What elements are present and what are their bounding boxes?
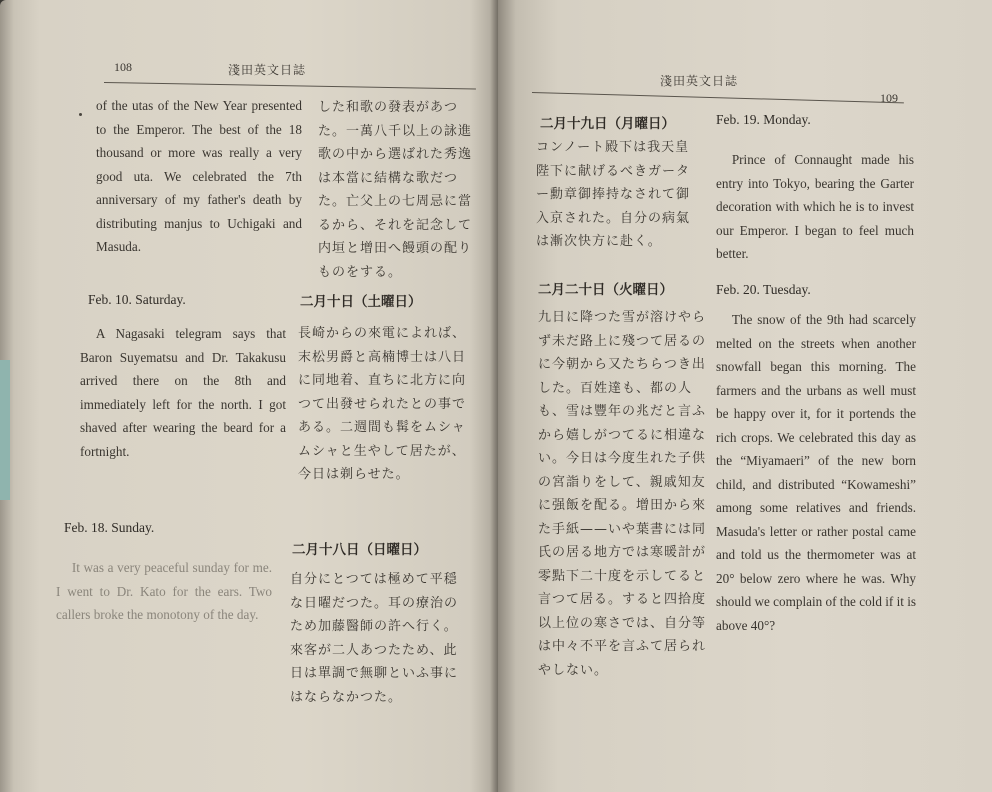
entry-text-en: The snow of the 9th had scarcely melted on the streets when another snowfall began this morning. The farmers and the urbans as well must be happy over it, for it portends the rich crops. We celebrated this day as the “Miyamaeri” of the new born child, and distributed “Kowameshi” among some relatives and friends. Masuda's letter or rather postal came and told us the thermometer was at 20° below zero where he was. Why should we complain of the cold if it is above 40°? (716, 312, 916, 633)
entry-date-en: Feb. 20. Tuesday. (716, 282, 811, 297)
page-number: 109 (880, 91, 898, 105)
running-head: 淺田英文日誌 (228, 63, 307, 77)
page-number: 108 (114, 60, 132, 74)
entry-date-en: Feb. 10. Saturday. (88, 292, 186, 307)
entry-text-en: of the utas of the New Year presented to the Emperor. The best of the 18 thousand or more was really a very good uta. We celebrated the 7th anniversary of my father's death by distributing manjus to Uchigaki and Masuda. (96, 98, 302, 254)
entry-text-en: Prince of Connaught made his entry into Tokyo, bearing the Garter decoration with which he is to invest our Emperor. I began to feel much better. (716, 152, 914, 261)
entry-text-jp: 長崎からの來電によれば、末松男爵と高楠博士は八日に同地着、直ちに北方に向つて出發せられたとの事である。二週間も髯をムシャムシャと生やして居たが、今日は剃らせた。 (298, 326, 467, 482)
entry-text-jp: コンノート殿下は我天皇陛下に献げるべきガーター勳章御捧持なされて御入京された。自分の病氣は漸次快方に赴く。 (536, 140, 691, 249)
header-rule (532, 92, 904, 103)
entry-date-jp: 二月十九日（月曜日） (540, 116, 675, 132)
entry-text-jp: 九日に降つた雪が溶けやらず未だ路上に殘つて居るのに今朝から又たちらつき出した。百姓達も、都の人も、雪は豐年の兆だと言ふから嬉しがつてるに相違ない。今日は今度生れた子供の宮詣りをして、親戚知友に强飯を配る。增田から來た手紙——いや葉書には同氏の居る地方では寒暖計が零點下二十度を示してると言つて居る。すると四拾度以上位の寒さでは、自分等は中々不平を言ふて居られやしない。 (538, 310, 707, 678)
running-head: 淺田英文日誌 (660, 74, 739, 88)
entry-date-jp: 二月十八日（日曜日） (292, 542, 427, 558)
right-page (498, 0, 992, 792)
entry-text-en: A Nagasaki telegram says that Baron Suyematsu and Dr. Takakusu arrived there on the 8th and immediately left for the north. I got shaved after wearing the beard for a fortnight. (80, 326, 286, 459)
margin-mark (79, 113, 82, 116)
entry-date-en: Feb. 18. Sunday. (64, 520, 155, 535)
entry-date-en: Feb. 19. Monday. (716, 112, 811, 127)
entry-date-jp: 二月二十日（火曜日） (538, 282, 673, 298)
page-edge-tab (0, 360, 10, 500)
entry-text-jp: した和歌の發表があつた。一萬八千以上の詠進歌の中から選ばれた秀逸は本當に結構な歌だつた。亡父上の七周忌に當るから、それを記念して内垣と增田へ饅頭の配りものをする。 (318, 100, 473, 280)
header-rule (104, 82, 476, 89)
entry-text-en: It was a very peaceful sunday for me. I went to Dr. Kato for the ears. Two callers broke the monotony of the day. (56, 560, 272, 622)
entry-text-jp: 自分にとつては極めて平穏な日曜だつた。耳の療治のため加藤醫師の許へ行く。來客が二人あつたため、此日は單調で無聊といふ事にはならなかつた。 (290, 572, 459, 705)
entry-date-jp: 二月十日（土曜日） (300, 294, 422, 310)
